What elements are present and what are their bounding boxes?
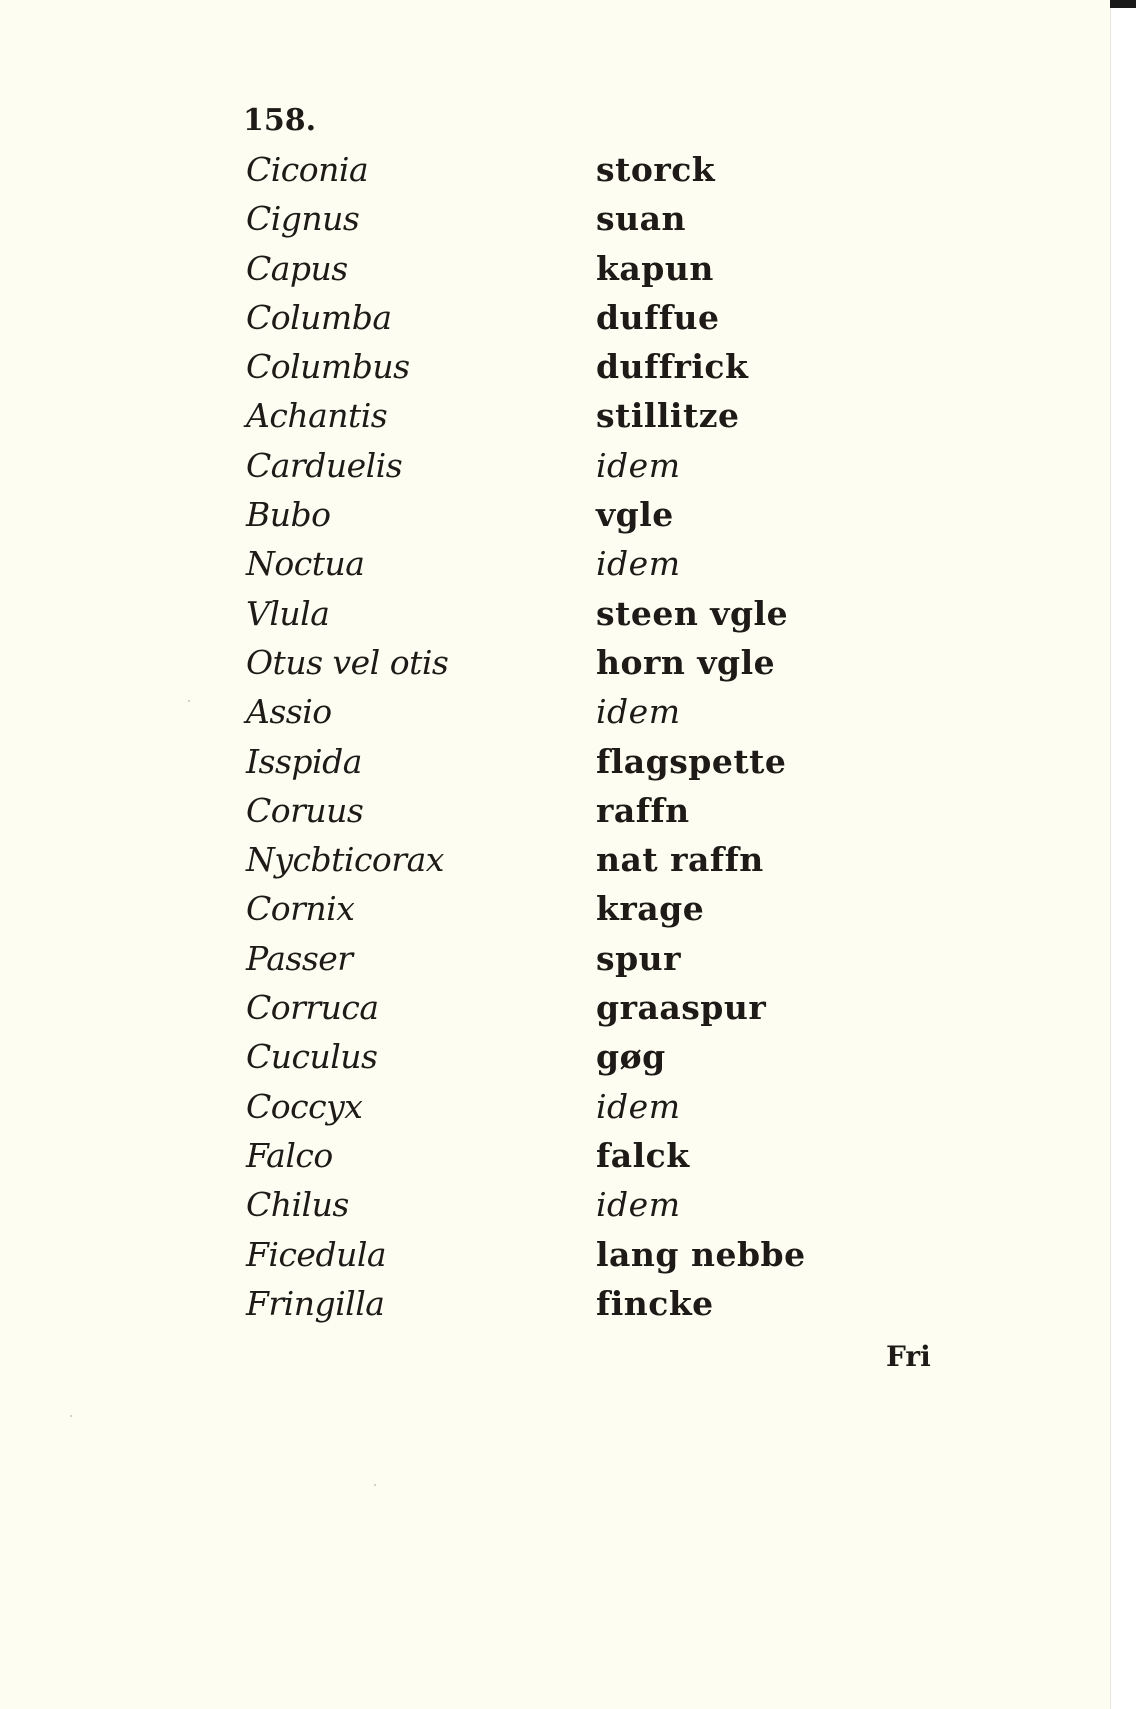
paper-speck — [70, 1415, 72, 1417]
latin-term: Cignus — [246, 199, 360, 239]
latin-term: Achantis — [246, 396, 388, 436]
latin-term: Carduelis — [246, 445, 403, 485]
danish-term: idem — [596, 445, 681, 485]
danish-term: kapun — [596, 248, 714, 288]
danish-term: suan — [596, 199, 686, 239]
latin-term: Bubo — [246, 495, 331, 535]
danish-term: lang nebbe — [596, 1234, 806, 1274]
latin-term: Nycbticorax — [246, 840, 444, 880]
danish-term: duffue — [596, 297, 720, 337]
paper-speck — [188, 700, 190, 702]
danish-term: vgle — [596, 495, 674, 535]
latin-term: Vlula — [246, 593, 330, 633]
danish-term: krage — [596, 889, 705, 929]
latin-term: Falco — [246, 1135, 333, 1175]
latin-term: Coruus — [246, 790, 364, 830]
danish-term: storck — [596, 150, 716, 189]
danish-term: duffrick — [596, 347, 749, 387]
latin-term: Noctua — [246, 544, 365, 584]
danish-column — [596, 150, 896, 1333]
paper-speck — [374, 1484, 376, 1486]
danish-term: raffn — [596, 790, 690, 830]
danish-term: fincke — [596, 1283, 714, 1323]
page-number: 158. — [243, 103, 317, 138]
latin-term: Chilus — [246, 1185, 349, 1225]
page-edge — [1110, 0, 1111, 1709]
danish-term: graaspur — [596, 988, 767, 1028]
danish-term: steen vgle — [596, 593, 789, 633]
latin-term: Passer — [246, 938, 353, 978]
scan-corner-mark — [1110, 0, 1136, 8]
latin-term: Fringilla — [246, 1283, 385, 1323]
latin-term: Otus vel otis — [246, 642, 449, 682]
danish-term: idem — [596, 1185, 681, 1225]
latin-column — [246, 150, 546, 1333]
latin-term: Assio — [246, 692, 332, 732]
catchword: Fri — [886, 1340, 931, 1373]
latin-term: Columba — [246, 297, 392, 337]
latin-term: Coccyx — [246, 1086, 363, 1126]
latin-term: Columbus — [246, 347, 410, 387]
latin-term: Cornix — [246, 889, 355, 929]
latin-term: Isspida — [246, 741, 362, 781]
latin-term: Corruca — [246, 988, 379, 1028]
danish-term: nat raffn — [596, 840, 764, 880]
danish-term: spur — [596, 938, 682, 978]
latin-term: Cuculus — [246, 1037, 378, 1077]
latin-term: Ficedula — [246, 1234, 387, 1274]
danish-term: idem — [596, 544, 681, 584]
danish-term: idem — [596, 1086, 681, 1126]
latin-term: Capus — [246, 248, 348, 288]
danish-term: flagspette — [596, 741, 787, 781]
danish-term: gøg — [596, 1037, 666, 1077]
danish-term: stillitze — [596, 396, 740, 436]
danish-term: falck — [596, 1135, 690, 1175]
danish-term: horn vgle — [596, 642, 776, 682]
latin-term: Ciconia — [246, 150, 369, 189]
danish-term: idem — [596, 692, 681, 732]
